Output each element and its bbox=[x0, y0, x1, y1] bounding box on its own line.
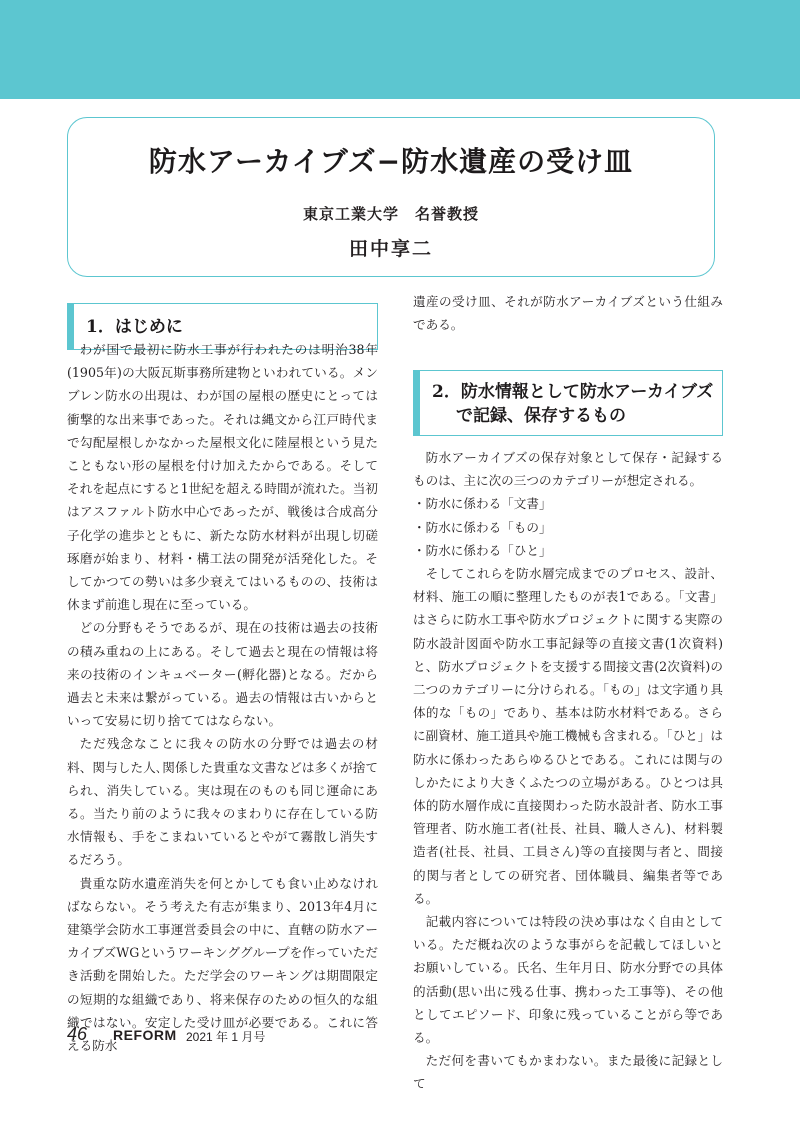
issue-date: 2021 年 1 月号 bbox=[186, 1030, 266, 1044]
page-number: 46 bbox=[67, 1024, 88, 1044]
category-item-documents: ・防水に係わる「文書」 bbox=[413, 496, 552, 512]
section-2-paragraph-2: 記載内容については特段の決め事はなく自由としている。ただ概ね次のような事がらを記載してほしいとお願いしている。氏名、生年月日、防水分野での具体的活動(思い出に残る仕事、携わった工事等)、その他としてエピソード、印象に残っていることがら等である。 bbox=[413, 914, 723, 1046]
section-2-heading bbox=[413, 370, 723, 436]
left-column bbox=[67, 338, 378, 1057]
article-title: 防水アーカイブズ−防水遺産の受け皿 bbox=[148, 145, 634, 178]
magazine-name: REFORM bbox=[113, 1027, 177, 1043]
title-box bbox=[67, 117, 715, 277]
section-1-paragraph-2: どの分野もそうであるが、現在の技術は過去の技術の積み重ねの上にある。そして過去と現在の情報は将来の技術のインキュベーター(孵化器)となる。だから過去と未来は繋がっている。過去の情報は古いからといって安易に切り捨ててはならない。 bbox=[67, 620, 378, 729]
section-2-intro: 防水アーカイブズの保存対象として保存・記録するものは、主に次の三つのカテゴリーが想定される。 bbox=[413, 450, 723, 489]
right-column bbox=[413, 446, 723, 1096]
section-1-paragraph-4: 貴重な防水遺産消失を何とかしても食い止めなければならない。そう考えた有志が集まり、2013年4月に建築学会防水工事運営委員会の中に、直轄の防水アーカイブズWGというワーキンググループを作っていただき活動を開始した。ただ学会のワーキングは期間限定の短期的な組織であり、将来保存のための恒久的な組織ではない。安定した受け皿が必要である。これに答える防水 bbox=[67, 875, 378, 1054]
top-color-band bbox=[0, 0, 800, 99]
author-affiliation: 東京工業大学 名誉教授 bbox=[302, 205, 479, 223]
section-1-paragraph-3: ただ残念なことに我々の防水の分野では過去の材料、関与した人､関係した貴重な文書などは多くが捨てられ、消失している。実は現在のものも同じ運命にある。当たり前のように我々のまわりに存在している防水情報も、手をこまねいているとやがて霧散し消失するだろう。 bbox=[67, 736, 378, 868]
section-2-paragraph-3: ただ何を書いてもかまわない。また最後に記録として bbox=[413, 1053, 723, 1092]
section-1-paragraph-1: わが国で最初に防水工事が行われたのは明治38年(1905年)の大阪瓦斯事務所建物といわれている。メンブレン防水の出現は、わが国の屋根の歴史にとっては衝撃的な出来事であった。それは縄文から江戸時代まで勾配屋根しかなかった屋根文化に陸屋根という見たこともない形の屋根を付け加えたからである。そしてそれを起点にすると1世紀を超える時間が流れた。当初はアスファルト防水中心であったが、戦後は合成高分子化学の進歩とともに、新たな防水材料が出現し切磋琢磨が始まり、材料・構工法の開発が活発化した。そしてかつての勢いは多少衰えてはいるものの、技術は休まず前進し現在に至っている。 bbox=[67, 342, 378, 613]
section-1-heading-text: 1．はじめに bbox=[86, 317, 183, 337]
section-2-heading-line-1: 2．防水情報として防水アーカイブズ bbox=[432, 382, 714, 402]
section-1-continuation: 遺産の受け皿、それが防水アーカイブズという仕組みである。 bbox=[413, 294, 723, 333]
category-item-people: ・防水に係わる「ひと」 bbox=[413, 542, 552, 558]
author-name: 田中享二 bbox=[348, 238, 433, 260]
right-column-top bbox=[413, 290, 723, 336]
section-2-paragraph-1: そしてこれらを防水層完成までのプロセス、設計、材料、施工の順に整理したものが表1である。「文書」はさらに防水工事や防水プロジェクトに関する実際の防水設計図面や防水工事記録等の直接文書(1次資料)と、防水プロジェクトを支援する間接文書(2次資料)の二つのカテゴリーに分けられる。「もの」は文字通り具体的な「もの」であり、基本は防水材料である。さらに副資材、施工道具や施工機械も含まれる。「ひと」は防水に係わったあらゆるひとである。これには関与のしかたにより大きくふたつの立場がある。ひとつは具体的防水層作成に直接関わった防水設計者、防水工事管理者、防水施工者(社長、社員、職人さん)、材料製造者(社長、社員、工員さん)等の直接関与者と、間接的関与者としての研究者、団体職員、編集者等である。 bbox=[413, 566, 723, 906]
category-item-objects: ・防水に係わる「もの」 bbox=[413, 519, 552, 535]
section-2-heading-line-2: で記録、保存するもの bbox=[456, 406, 626, 426]
